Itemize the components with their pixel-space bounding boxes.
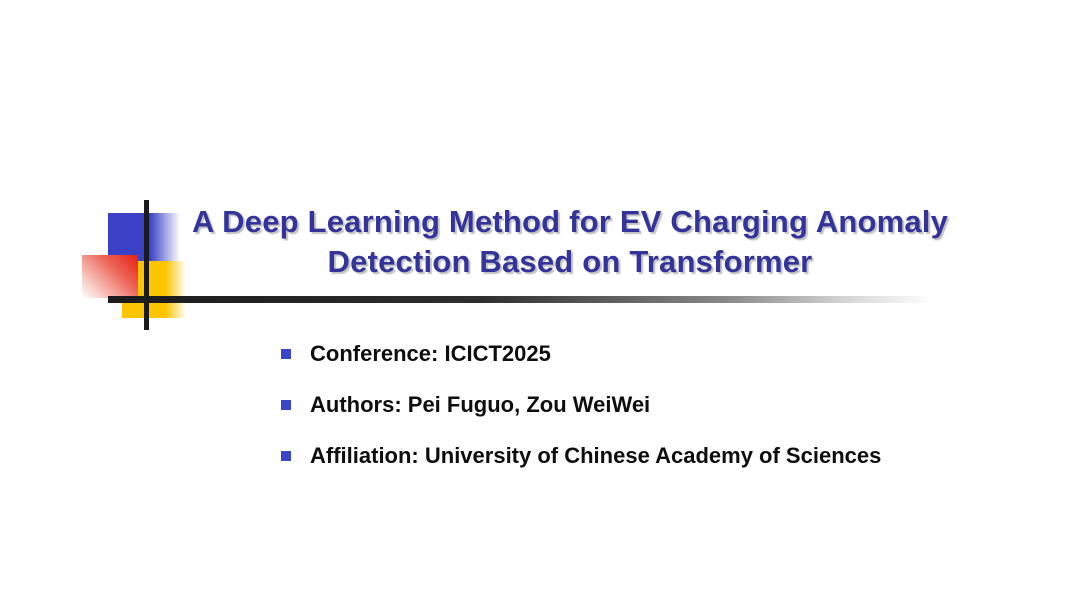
- bullet-square-icon: [281, 451, 291, 461]
- deco-red-square-icon: [82, 255, 138, 298]
- list-item: [281, 443, 881, 469]
- bullet-square-icon: [281, 400, 291, 410]
- list-item: [281, 392, 881, 418]
- deco-vertical-line: [144, 200, 149, 330]
- slide-title-line-1: A Deep Learning Method for EV Charging Anomaly: [191, 204, 949, 239]
- deco-horizontal-rule: [108, 296, 935, 303]
- bullet-label-conference: Conference: ICICT2025: [310, 341, 551, 366]
- bullet-label-affiliation: Affiliation: University of Chinese Academy of Sciences: [310, 443, 882, 468]
- list-item: [281, 341, 881, 367]
- slide-title-line-2: Detection Based on Transformer: [327, 244, 813, 279]
- bullet-label-authors: Authors: Pei Fuguo, Zou WeiWei: [310, 392, 651, 417]
- slide-title: [150, 202, 990, 282]
- bullet-square-icon: [281, 349, 291, 359]
- bullet-list: [281, 341, 881, 494]
